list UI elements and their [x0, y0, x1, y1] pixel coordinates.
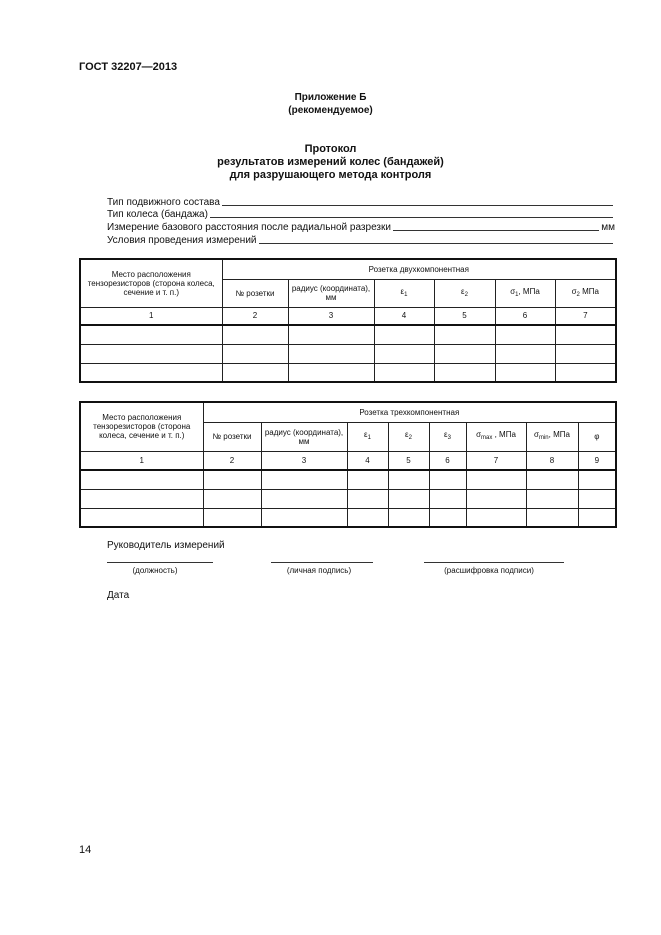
field-wheel-type[interactable]: Тип колеса (бандажа) — [107, 208, 615, 221]
page-number: 14 — [79, 844, 92, 856]
field-rolling-stock-type[interactable]: Тип подвижного состава — [107, 195, 615, 208]
table-row[interactable] — [80, 489, 616, 508]
stress-max-header: $\sigma_{max}$ , МПа — [466, 422, 526, 451]
position-signature-line[interactable] — [107, 562, 213, 563]
column-number-row: 1 2 3 4 5 6 7 — [80, 307, 616, 325]
protocol-fields — [107, 195, 615, 246]
protocol-title-line2: результатов измерений колес (бандажей) — [217, 156, 444, 168]
appendix-title: Приложение Б — [294, 92, 367, 103]
table-row[interactable] — [80, 470, 616, 489]
protocol-title-line3: для разрушающего метода контроля — [229, 169, 432, 181]
field-measurement-conditions[interactable]: Условия проведения измерений — [107, 233, 615, 246]
position-caption: (должность) — [132, 566, 178, 575]
table-row[interactable] — [80, 508, 616, 527]
location-header: Место расположения тензорезисторов (сторона колеса, сечение и т. п.) — [80, 259, 222, 307]
strain-2-header: $\varepsilon_2$ — [388, 422, 429, 451]
table-row[interactable] — [80, 363, 616, 382]
personal-signature-caption: (личная подпись) — [286, 566, 352, 575]
radius-header: радиус (координата), мм — [288, 279, 374, 307]
field-base-distance[interactable]: Измерение базового расстояния после радиальной разрезки мм — [107, 222, 615, 234]
stress-min-header: $\sigma_{min}$, МПа — [526, 422, 578, 451]
measurement-supervisor-label: Руководитель измерений — [107, 540, 225, 551]
column-number-row: 1 2 3 4 5 6 7 8 9 — [80, 451, 616, 470]
appendix-note: (рекомендуемое) — [288, 105, 373, 116]
signature-decoding-line[interactable] — [424, 562, 564, 563]
two-component-rosette-table — [79, 258, 617, 383]
strain-1-header: $\varepsilon_1$ — [347, 422, 388, 451]
document-standard-header: ГОСТ 32207—2013 — [79, 61, 178, 73]
date-label: Дата — [107, 590, 130, 601]
location-header: Место расположения тензорезисторов (сторона колеса, сечение и т. п.) — [80, 402, 203, 451]
table-row[interactable] — [80, 325, 616, 344]
protocol-title-line1: Протокол — [304, 143, 357, 155]
rosette-group-header: Розетка трехкомпонентная — [203, 402, 616, 422]
rosette-group-header: Розетка двухкомпонентная — [222, 259, 616, 279]
personal-signature-line[interactable] — [271, 562, 373, 563]
rosette-number-header: № розетки — [222, 279, 288, 307]
stress-1-header: $\sigma_1$, МПа — [495, 279, 555, 307]
strain-3-header: $\varepsilon_3$ — [429, 422, 466, 451]
rosette-number-header: № розетки — [203, 422, 261, 451]
signature-decoding-caption: (расшифровка подписи) — [444, 566, 534, 575]
appendix-heading — [0, 91, 661, 117]
strain-2-header: $\varepsilon_2$ — [434, 279, 495, 307]
strain-1-header: $\varepsilon_1$ — [374, 279, 434, 307]
radius-header: радиус (координата), мм — [261, 422, 347, 451]
three-component-rosette-table — [79, 401, 617, 528]
table-row[interactable] — [80, 344, 616, 363]
angle-phi-header: φ — [578, 422, 616, 451]
stress-2-header: $\sigma_2$ МПа — [555, 279, 616, 307]
protocol-title — [0, 143, 661, 182]
